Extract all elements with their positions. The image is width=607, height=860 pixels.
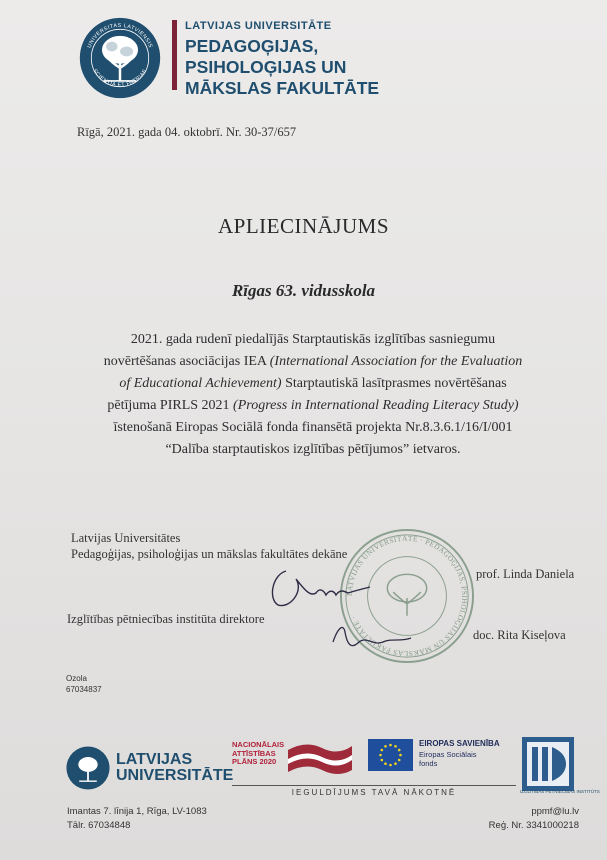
nap-line-1: NACIONĀLAIS <box>232 740 285 749</box>
faculty-line-3: MĀKSLAS FAKULTĀTE <box>185 78 380 98</box>
footer-university-line-1: LATVIJAS <box>116 751 193 768</box>
faculty-line-1: PEDAGOĢIJAS, <box>185 36 319 56</box>
faculty-line-2: PSIHOLOĢIJAS UN <box>185 57 347 77</box>
research-institute-caption: IZGLĪTĪBAS PĒTNIECĪBAS INSTITŪTS <box>520 789 600 794</box>
body-paragraph: 2021. gada rudenī piedalījās Starptautiskās izglītības sasniegumu novērtēšanas asociācijas IEA (International Association for the Evaluation of Educational Achievement) Starptautiskā lasītprasmes novērtēšanas pētījuma PIRLS 2021 (Progress in International Reading Literacy Study) īstenošanā Eiropas Sociālā fonda finansētā projekta Nr.8.3.6.1/16/I/001 “Dalība starptautiskos izglītības pētījumos” ietvaros. <box>103 332 523 457</box>
footer-street: Imantas 7. līnija 1, Rīga, LV-1083 <box>67 806 207 817</box>
signatory-1-title <box>71 530 347 562</box>
footer-registration: Reģ. Nr. 3341000218 <box>488 820 579 831</box>
eu-flag-icon <box>368 739 413 771</box>
footer-address <box>67 805 207 833</box>
preparer-phone: 67034837 <box>66 685 102 694</box>
university-seal-logo <box>79 17 161 99</box>
preparer-info <box>66 673 102 695</box>
footer-contacts <box>468 805 579 833</box>
eu-fund-label <box>419 739 500 768</box>
signatory-1-name: prof. Linda Daniela <box>476 567 575 581</box>
svg-text:UNIVERSITAS LATVIENSIS: UNIVERSITAS LATVIENSIS <box>86 22 154 49</box>
handwritten-signature-1 <box>264 561 374 611</box>
nap-line-2: ATTĪSTĪBAS <box>232 748 276 758</box>
signatory-1-line-1: Latvijas Universitātes <box>71 531 181 545</box>
document-title: APLIECINĀJUMS <box>217 214 389 238</box>
investment-slogan: IEGULDĪJUMS TAVĀ NĀKOTNĒ <box>291 788 457 797</box>
eu-subtitle-line-2: fonds <box>419 759 438 768</box>
recipient-school: Rīgas 63. vidusskola <box>231 281 376 300</box>
signatory-2-title: Izglītības pētniecības institūta direktore <box>67 612 265 626</box>
header-divider <box>172 20 177 90</box>
eu-title: EIROPAS SAVIENĪBA <box>419 739 500 748</box>
slogan-divider <box>232 785 516 786</box>
handwritten-signature-2 <box>325 612 415 657</box>
signatory-1-line-2: Pedagoģijas, psiholoģijas un mākslas fakultātes dekāne <box>71 547 348 561</box>
footer-phone: Tālr. 67034848 <box>67 820 131 831</box>
svg-text:LATVIJAS UNIVERSITĀTE · PEDAGO: LATVIJAS UNIVERSITĀTE · PEDAGOĢIJAS, PSIHOLOĢIJAS UN MĀKSLAS FAKULTĀTE · <box>344 533 470 659</box>
footer-university-seal-logo <box>66 746 110 790</box>
signatory-2-name: doc. Rita Kiseļova <box>473 628 566 642</box>
header-faculty-name <box>185 36 379 99</box>
footer-university-line-2: UNIVERSITĀTE <box>116 767 234 784</box>
preparer-name: Ozola <box>66 674 87 683</box>
eu-subtitle-line-1: Eiropas Sociālais <box>419 750 477 759</box>
footer-email: ppmf@lu.lv <box>531 806 579 817</box>
document-date-number: Rīgā, 2021. gada 04. oktobrī. Nr. 30-37/657 <box>77 125 297 139</box>
svg-text:SCIENTIA ET PATRIAE: SCIENTIA ET PATRIAE <box>91 68 149 89</box>
latvian-flag-icon <box>286 738 354 776</box>
eu-subtitle <box>419 750 500 768</box>
certificate-body <box>100 329 526 461</box>
research-institute-logo <box>522 737 574 791</box>
footer-university-name <box>116 752 233 784</box>
nap-line-3: PLĀNS 2020 <box>232 757 277 766</box>
national-development-plan-logo <box>232 741 284 767</box>
header-university-name: LATVIJAS UNIVERSITĀTE <box>185 20 332 32</box>
